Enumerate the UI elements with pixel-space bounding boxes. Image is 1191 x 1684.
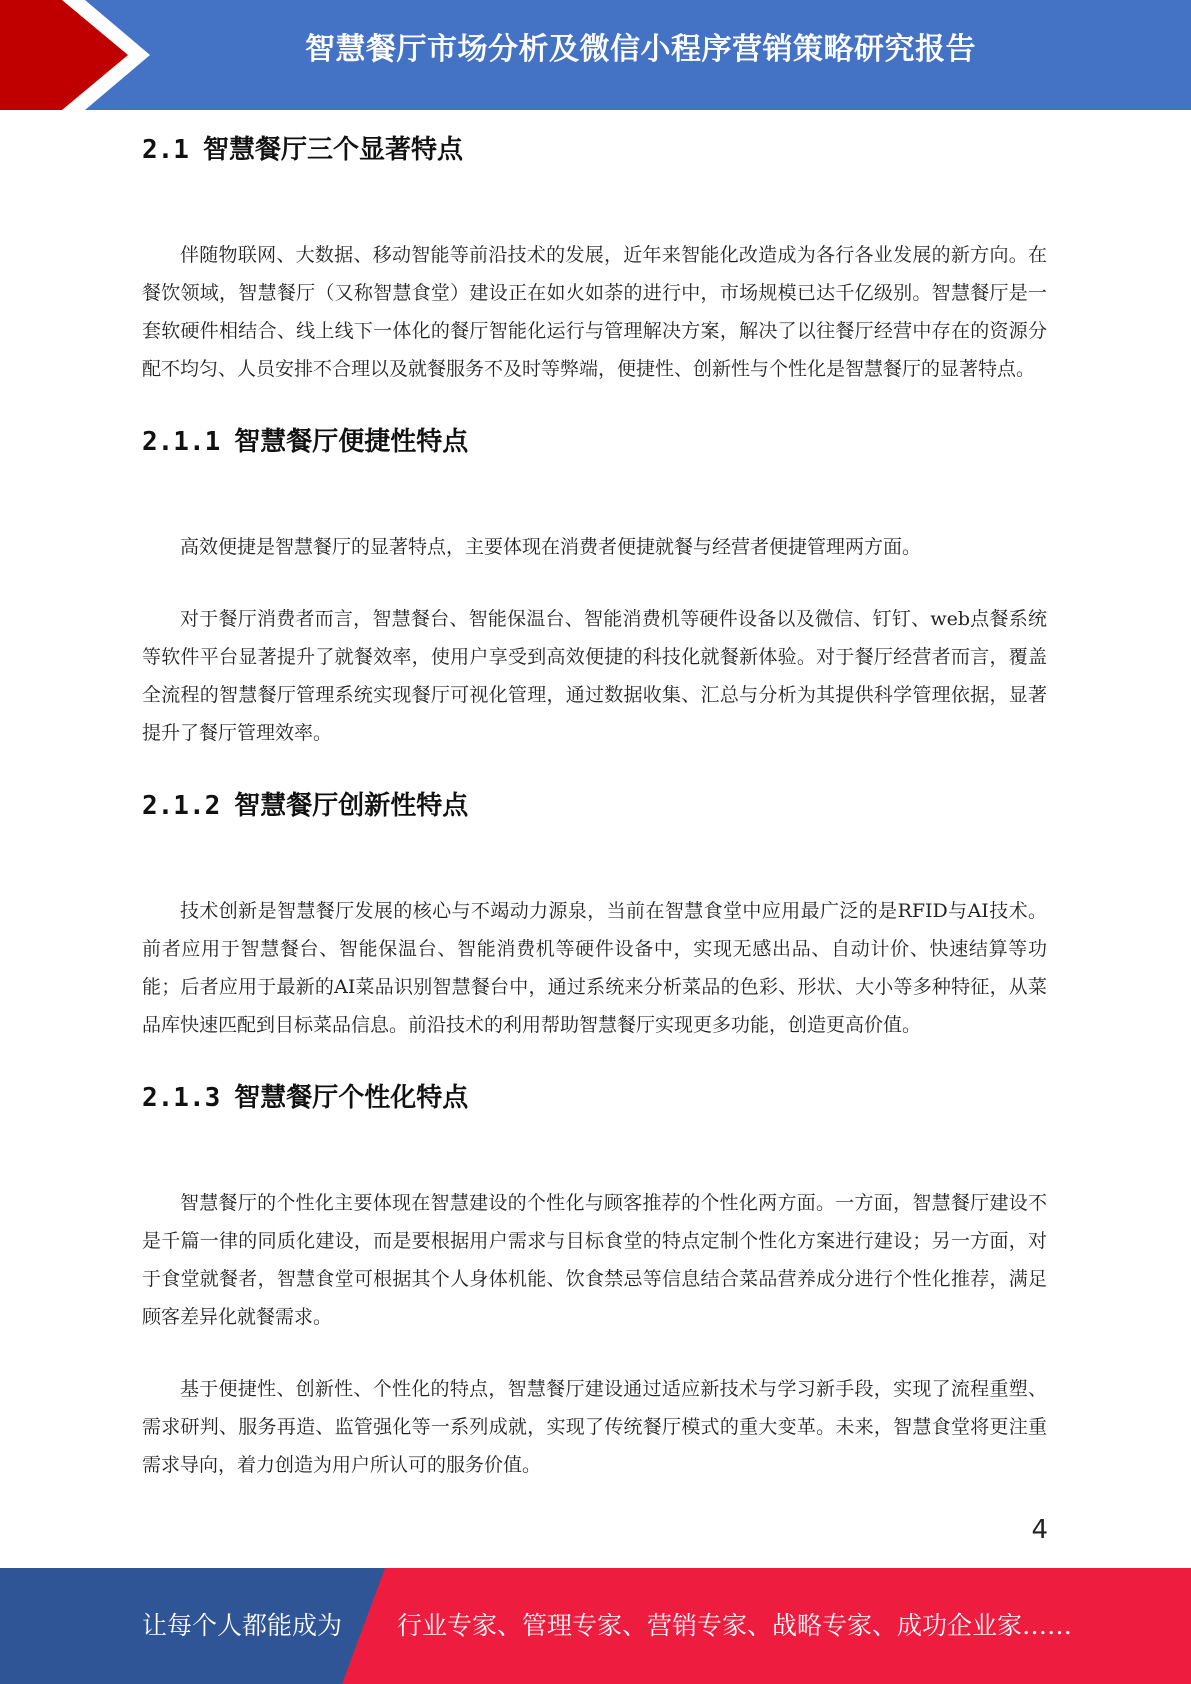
section-heading <box>142 1066 1047 1130</box>
section-heading-text: 智慧餐厅三个显著特点 <box>202 135 463 165</box>
page-number: 4 <box>1031 1515 1048 1545</box>
page-header <box>0 0 1191 110</box>
body-paragraph: 高效便捷是智慧餐厅的显著特点，主要体现在消费者便捷就餐与经营者便捷管理两方面。 <box>180 536 922 558</box>
section-heading <box>142 774 1047 838</box>
body-paragraph: 技术创新是智慧餐厅发展的核心与不竭动力源泉，当前在智慧食堂中应用最广泛的是RFID与AI技术。前者应用于智慧餐台、智能保温台、智能消费机等硬件设备中，实现无感出品、自动计价、快速结算等功能；后者应用于最新的AI菜品识别智慧餐台中，通过系统来分析菜品的色彩、形状、大小等多种特征，从菜品库快速匹配到目标菜品信息。前沿技术的利用帮助智慧餐厅实现更多功能，创造更高价值。 <box>142 900 1047 1036</box>
section-number: 2.1.1 <box>142 427 221 457</box>
body-paragraph: 伴随物联网、大数据、移动智能等前沿技术的发展，近年来智能化改造成为各行各业发展的新方向。在餐饮领域，智慧餐厅（又称智慧食堂）建设正在如火如荼的进行中，市场规模已达千亿级别。智慧餐厅是一套软硬件相结合、线上线下一体化的餐厅智能化运行与管理解决方案，解决了以往餐厅经营中存在的资源分配不均匀、人员安排不合理以及就餐服务不及时等弊端，便捷性、创新性与个性化是智慧餐厅的显著特点。 <box>142 244 1047 380</box>
section-number: 2.1.2 <box>142 791 221 821</box>
body-paragraph: 智慧餐厅的个性化主要体现在智慧建设的个性化与顾客推荐的个性化两方面。一方面，智慧餐厅建设不是千篇一律的同质化建设，而是要根据用户需求与目标食堂的特点定制个性化方案进行建设；另一方面，对于食堂就餐者，智慧食堂可根据其个人身体机能、饮食禁忌等信息结合菜品营养成分进行个性化推荐，满足顾客差异化就餐需求。 <box>142 1192 1047 1328</box>
section-heading-text: 智慧餐厅便捷性特点 <box>234 427 469 457</box>
body-paragraph: 基于便捷性、创新性、个性化的特点，智慧餐厅建设通过适应新技术与学习新手段，实现了流程重塑、需求研判、服务再造、监管强化等一系列成就，实现了传统餐厅模式的重大变革。未来，智慧食堂将更注重需求导向，着力创造为用户所认可的服务价值。 <box>142 1378 1047 1476</box>
footer-slogan-left: 让每个人都能成为 <box>142 1611 343 1640</box>
section-heading <box>142 118 1047 182</box>
section-number: 2.1.3 <box>142 1083 221 1113</box>
header-arrow-decoration <box>0 0 150 110</box>
section-heading-text: 智慧餐厅个性化特点 <box>234 1083 469 1113</box>
section-heading <box>142 410 1047 474</box>
section-heading-text: 智慧餐厅创新性特点 <box>234 791 469 821</box>
footer-slogan-right: 行业专家、管理专家、营销专家、战略专家、成功企业家…… <box>397 1611 1073 1640</box>
body-paragraph: 对于餐厅消费者而言，智慧餐台、智能保温台、智能消费机等硬件设备以及微信、钉钉、web点餐系统等软件平台显著提升了就餐效率，使用户享受到高效便捷的科技化就餐新体验。对于餐厅经营者而言，覆盖全流程的智慧餐厅管理系统实现餐厅可视化管理，通过数据收集、汇总与分析为其提供科学管理依据，显著提升了餐厅管理效率。 <box>142 608 1047 744</box>
section-number: 2.1 <box>142 135 189 165</box>
report-title: 智慧餐厅市场分析及微信小程序营销策略研究报告 <box>305 32 976 67</box>
page-footer <box>0 1568 1191 1684</box>
page-content <box>142 118 1047 1484</box>
